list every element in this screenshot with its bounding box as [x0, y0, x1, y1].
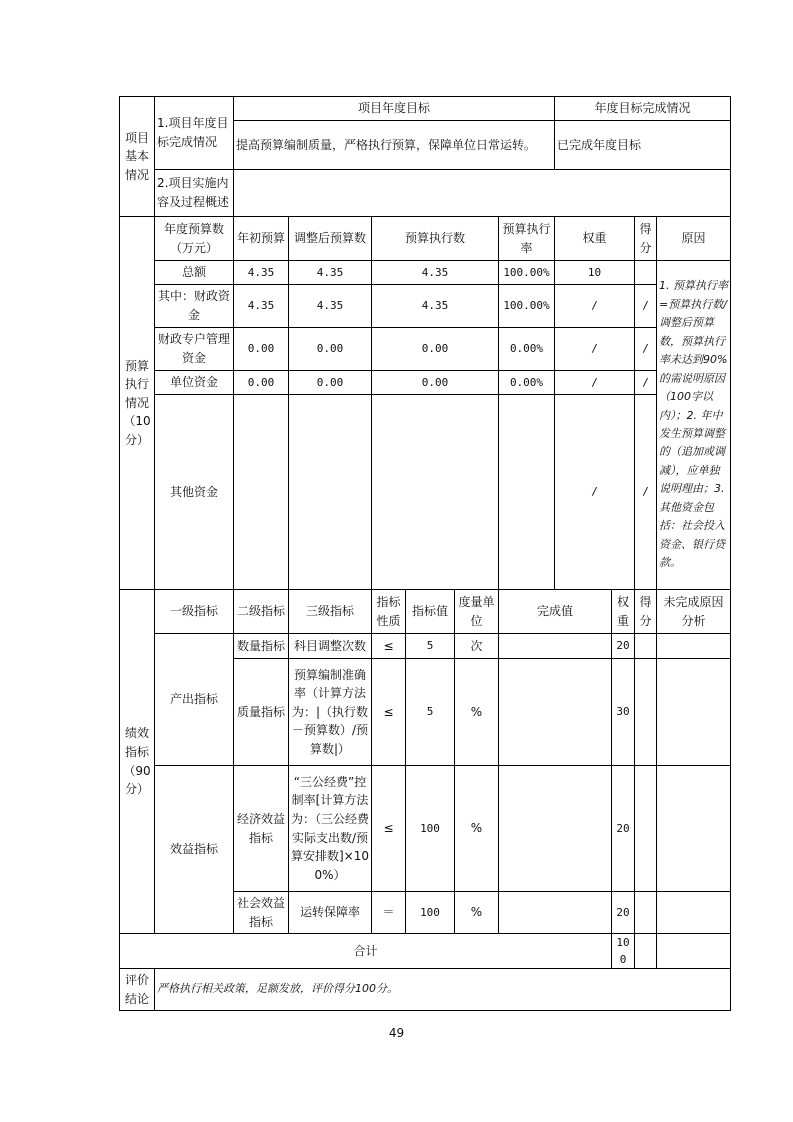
indicator-nature: ≤ — [372, 634, 406, 659]
indicator-value: 100 — [406, 892, 455, 934]
budget-adjusted: 0.00 — [289, 328, 372, 371]
indicator-unit: 次 — [455, 634, 499, 659]
level3-indicator: 运转保障率 — [289, 892, 372, 934]
indicator-score — [635, 659, 657, 766]
budget-weight: / — [555, 395, 635, 590]
budget-rate — [499, 395, 555, 590]
indicator-value: 100 — [406, 766, 455, 892]
indicator-nature: ≤ — [372, 659, 406, 766]
benefit-indicator-label: 效益指标 — [155, 766, 234, 934]
goal-header: 项目年度目标 — [234, 97, 555, 121]
perf-header-done: 完成值 — [499, 590, 612, 634]
total-score — [635, 934, 657, 969]
level2-indicator: 质量指标 — [234, 659, 289, 766]
budget-weight: / — [555, 328, 635, 371]
perf-header-value: 指标值 — [406, 590, 455, 634]
budget-initial: 4.35 — [234, 285, 289, 328]
budget-row-label: 其中：财政资金 — [155, 285, 234, 328]
indicator-score — [635, 634, 657, 659]
level3-indicator: 科目调整次数 — [289, 634, 372, 659]
budget-row-label: 单位资金 — [155, 371, 234, 395]
goal-text: 提高预算编制质量，严格执行预算，保障单位日常运转。 — [234, 121, 555, 170]
page-number: 49 — [388, 1026, 405, 1040]
indicator-unit: % — [455, 766, 499, 892]
indicator-reason — [657, 766, 731, 892]
budget-header-weight: 权重 — [555, 217, 635, 261]
budget-initial — [234, 395, 289, 590]
evaluation-text: 严格执行相关政策，足额发放，评价得分100分。 — [155, 969, 731, 1011]
budget-adjusted — [289, 395, 372, 590]
output-indicator-label: 产出指标 — [155, 634, 234, 766]
implementation-content — [234, 170, 731, 217]
budget-header-initial: 年初预算 — [234, 217, 289, 261]
indicator-weight: 20 — [612, 766, 635, 892]
budget-weight: 10 — [555, 261, 635, 285]
indicator-reason — [657, 634, 731, 659]
budget-initial: 4.35 — [234, 261, 289, 285]
perf-header-nature: 指标性质 — [372, 590, 406, 634]
budget-executed: 0.00 — [372, 371, 499, 395]
perf-header-level1: 一级指标 — [155, 590, 234, 634]
indicator-done — [499, 634, 612, 659]
level2-indicator: 经济效益指标 — [234, 766, 289, 892]
budget-adjusted: 0.00 — [289, 371, 372, 395]
indicator-unit: % — [455, 892, 499, 934]
indicator-weight: 20 — [612, 634, 635, 659]
total-weight: 100 — [612, 934, 635, 969]
indicator-nature: ＝ — [372, 892, 406, 934]
budget-score: / — [635, 395, 657, 590]
total-label: 合计 — [120, 934, 612, 969]
budget-initial: 0.00 — [234, 371, 289, 395]
budget-header-score: 得分 — [635, 217, 657, 261]
indicator-done — [499, 766, 612, 892]
annual-goal-row-label: 1.项目年度目标完成情况 — [155, 97, 234, 170]
indicator-weight: 20 — [612, 892, 635, 934]
budget-header-annual: 年度预算数（万元） — [155, 217, 234, 261]
perf-header-score: 得分 — [635, 590, 657, 634]
budget-initial: 0.00 — [234, 328, 289, 371]
level2-indicator: 数量指标 — [234, 634, 289, 659]
level2-indicator: 社会效益指标 — [234, 892, 289, 934]
perf-header-unit: 度量单位 — [455, 590, 499, 634]
budget-header-executed: 预算执行数 — [372, 217, 499, 261]
budget-adjusted: 4.35 — [289, 285, 372, 328]
indicator-reason — [657, 659, 731, 766]
total-reason — [657, 934, 731, 969]
budget-row-label: 财政专户管理资金 — [155, 328, 234, 371]
performance-section-label: 绩效指标（90分） — [120, 590, 155, 934]
perf-header-level2: 二级指标 — [234, 590, 289, 634]
budget-weight: / — [555, 285, 635, 328]
level3-indicator: 预算编制准确率（计算方法为：|（执行数－预算数）/预算数|） — [289, 659, 372, 766]
indicator-done — [499, 892, 612, 934]
budget-score: / — [635, 371, 657, 395]
perf-header-weight: 权重 — [612, 590, 635, 634]
completion-header: 年度目标完成情况 — [555, 97, 731, 121]
budget-executed: 4.35 — [372, 261, 499, 285]
indicator-score — [635, 892, 657, 934]
indicator-score — [635, 766, 657, 892]
budget-reason-note: 1. 预算执行率=预算执行数/调整后预算数，预算执行率未达到90%的需说明原因（100字以内）；2. 年中发生预算调整的（追加或调减），应单独说明理由；3. 其他资金包括：社会投入资金、银行贷款。 — [657, 261, 731, 590]
basic-section-label: 项目基本情况 — [120, 97, 155, 217]
budget-score: / — [635, 328, 657, 371]
budget-rate: 0.00% — [499, 371, 555, 395]
indicator-unit: % — [455, 659, 499, 766]
budget-executed: 0.00 — [372, 328, 499, 371]
completion-text: 已完成年度目标 — [555, 121, 731, 170]
implementation-row-label: 2.项目实施内容及过程概述 — [155, 170, 234, 217]
budget-rate: 100.00% — [499, 285, 555, 328]
budget-row-label: 总额 — [155, 261, 234, 285]
budget-section-label: 预算执行情况（10分） — [120, 217, 155, 590]
performance-evaluation-table — [119, 96, 731, 1011]
indicator-reason — [657, 892, 731, 934]
budget-executed — [372, 395, 499, 590]
budget-header-reason: 原因 — [657, 217, 731, 261]
perf-header-reason: 未完成原因分析 — [657, 590, 731, 634]
budget-weight: / — [555, 371, 635, 395]
indicator-value: 5 — [406, 634, 455, 659]
perf-header-level3: 三级指标 — [289, 590, 372, 634]
budget-rate: 100.00% — [499, 261, 555, 285]
budget-rate: 0.00% — [499, 328, 555, 371]
budget-header-adjusted: 调整后预算数 — [289, 217, 372, 261]
budget-row-label: 其他资金 — [155, 395, 234, 590]
indicator-value: 5 — [406, 659, 455, 766]
indicator-nature: ≤ — [372, 766, 406, 892]
level3-indicator: “三公经费”控制率[计算方法为：（三公经费实际支出数/预算安排数]×100%） — [289, 766, 372, 892]
budget-score — [635, 261, 657, 285]
budget-executed: 4.35 — [372, 285, 499, 328]
budget-adjusted: 4.35 — [289, 261, 372, 285]
indicator-weight: 30 — [612, 659, 635, 766]
budget-score: / — [635, 285, 657, 328]
budget-header-rate: 预算执行率 — [499, 217, 555, 261]
indicator-done — [499, 659, 612, 766]
evaluation-label: 评价结论 — [120, 969, 155, 1011]
